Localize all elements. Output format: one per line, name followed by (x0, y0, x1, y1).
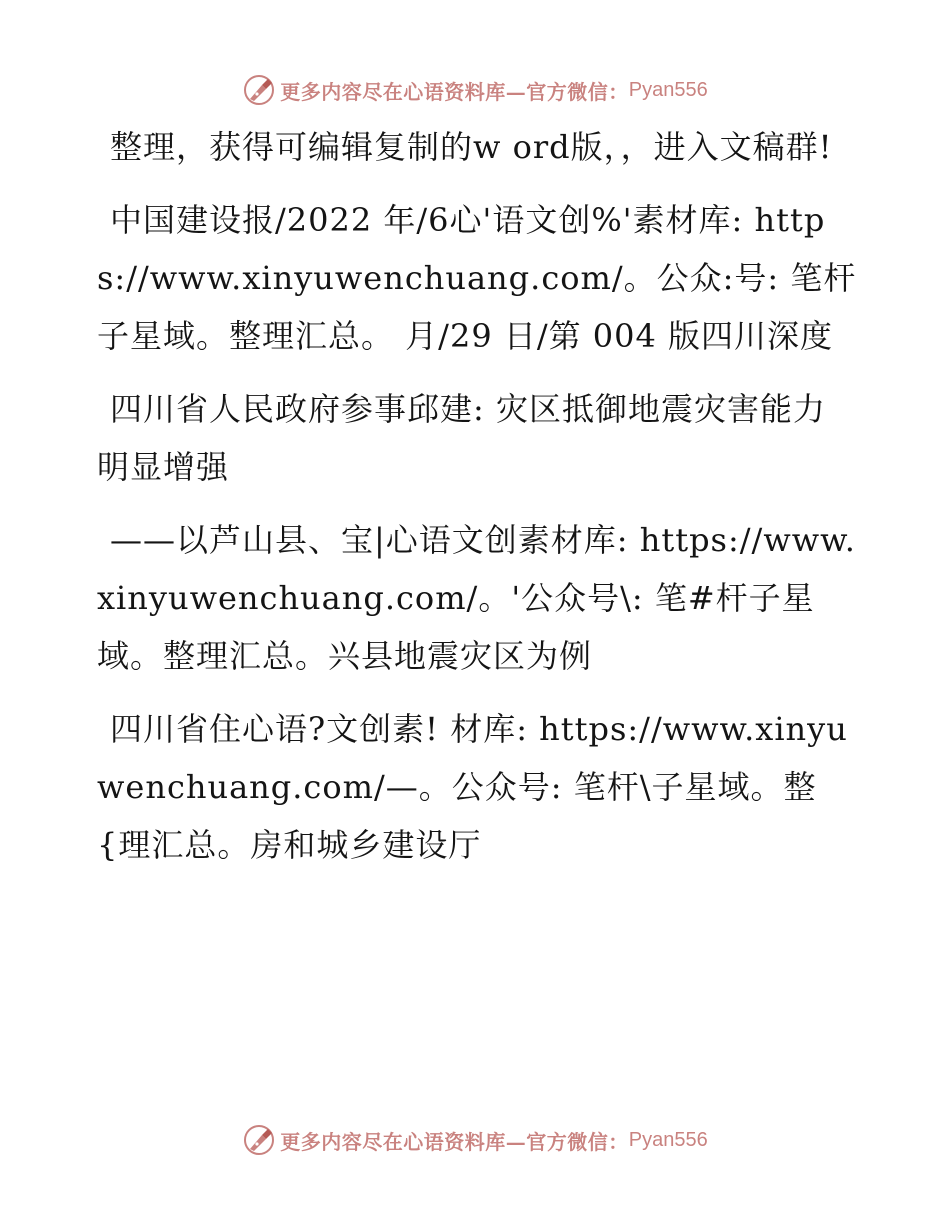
document-body (97, 118, 857, 889)
paragraph: ——以芦山县、宝|心语文创素材库: https://www.xinyuwenchuang.com/。'公众号\: 笔#杆子星域。整理汇总。兴县地震灾区为例 (97, 521, 856, 675)
paragraph: 四川省住心语?文创素! 材库: https://www.xinyuwenchuang.com/—。公众号: 笔杆\子星域。整{理汇总。房和城乡建设厅 (97, 710, 848, 864)
pen-nib-logo-icon (242, 1123, 276, 1157)
watermark-text: 更多内容尽在心语资料库—官方微信： (280, 79, 629, 104)
pen-nib-logo-icon (242, 73, 276, 107)
paragraph: 四川省人民政府参事邱建: 灾区抵御地震灾害能力明显增强 (97, 390, 826, 486)
footer-watermark (0, 1120, 950, 1160)
watermark-wechat-id: Pyan556 (628, 78, 708, 101)
header-watermark (0, 70, 950, 110)
paragraph: 中国建设报/2022 年/6心'语文创%'素材库: https://www.xinyuwenchuang.com/。公众:号: 笔杆子星域。整理汇总。 月/29 日/第 004 版四川深度 (97, 201, 857, 355)
watermark-text: 更多内容尽在心语资料库—官方微信： (280, 1129, 629, 1154)
paragraph: 整理，获得可编辑复制的w ord版，，进入文稿群! (110, 128, 833, 166)
watermark-wechat-id: Pyan556 (628, 1128, 708, 1151)
